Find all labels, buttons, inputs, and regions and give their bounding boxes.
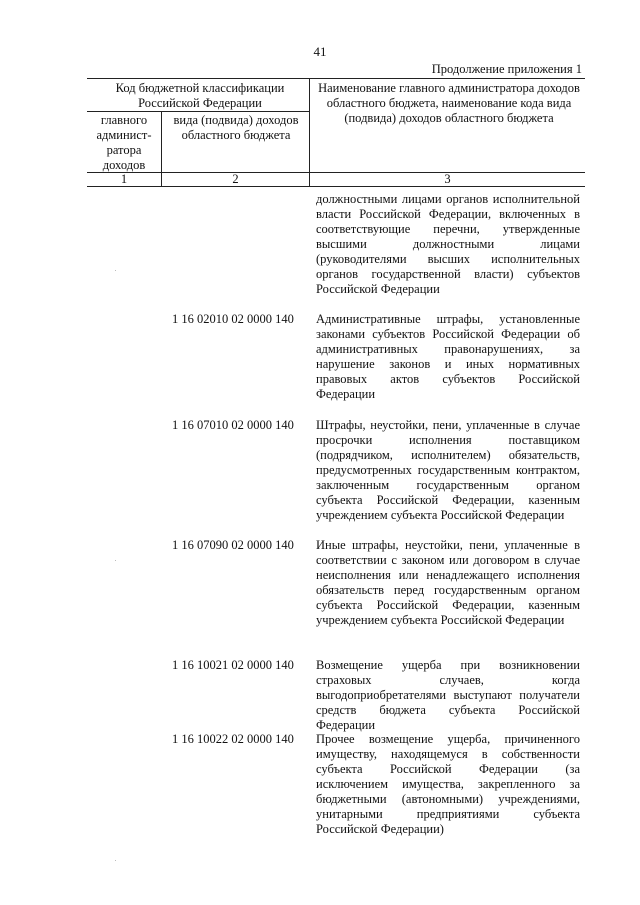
row-description: Возмещение ущерба при возникновении страховых случаев, когда выгодоприобретателями выступают получатели средств бюджета субъекта Российской Федерации — [316, 658, 580, 732]
header-col3-divider — [309, 78, 310, 186]
header-code-group: Код бюджетной классификации Российской Федерации — [115, 81, 285, 110]
scan-speck — [115, 270, 116, 271]
row-code: 1 16 07010 02 0000 140 — [172, 418, 294, 432]
row-code: 1 16 02010 02 0000 140 — [172, 312, 294, 326]
row-description: должностными лицами органов исполнительной власти Российской Федерации, включенных в соответствующие перечни, утвержденные высшими должностными лицами (руководителями высших исполнительных органов государственной власти) субъектов Российской Федерации — [316, 192, 580, 296]
row-code: 1 16 10022 02 0000 140 — [172, 732, 294, 746]
header-col3: Наименование главного администратора доходов областного бюджета, наименование кода вида (подвида) доходов областного бюджета — [318, 81, 580, 125]
row-description: Штрафы, неустойки, пени, уплаченные в случае просрочки исполнения поставщиком (подрядчиком, исполнителем) обязательств, предусмотренных государственным контрактом, заключенным государственным органом субъекта Российской Федерации, казенным учреждением субъекта Российской Федерации — [316, 418, 580, 522]
page-number: 41 — [313, 44, 327, 59]
row-description: Административные штрафы, установленные законами субъектов Российской Федерации об административных правонарушениях, за нарушение законов и иных нормативных правовых актов субъектов Российской Федерации — [316, 312, 580, 401]
header-col2: вида (подвида) доходов областного бюджета — [173, 113, 299, 142]
row-code: 1 16 10021 02 0000 140 — [172, 658, 294, 672]
header-col1: главного админист-ратора доходов — [96, 113, 152, 172]
header-sub-rule — [87, 111, 309, 112]
continuation-note: Продолжение приложения 1 — [431, 62, 582, 76]
row-description: Иные штрафы, неустойки, пени, уплаченные в соответствии с законом или договором в случае неисполнения или ненадлежащего исполнения обязательств перед государственным органом субъекта Российской Федерации, казенным учреждением субъекта Российской Федерации — [316, 538, 580, 627]
row-description: Прочее возмещение ущерба, причиненного имуществу, находящемуся в собственности субъекта Российской Федерации (за исключением имущества, закрепленного за бюджетными (автономными) учреждениями, унитарными предприятиями субъекта Российской Федерации) — [316, 732, 580, 836]
scan-speck — [115, 860, 116, 861]
col-number-3: 3 — [444, 172, 451, 186]
col-number-1: 1 — [120, 172, 128, 186]
col-number-2: 2 — [232, 172, 239, 186]
scan-speck — [115, 560, 116, 561]
header-top-rule — [87, 78, 585, 79]
row-code: 1 16 07090 02 0000 140 — [172, 538, 294, 552]
